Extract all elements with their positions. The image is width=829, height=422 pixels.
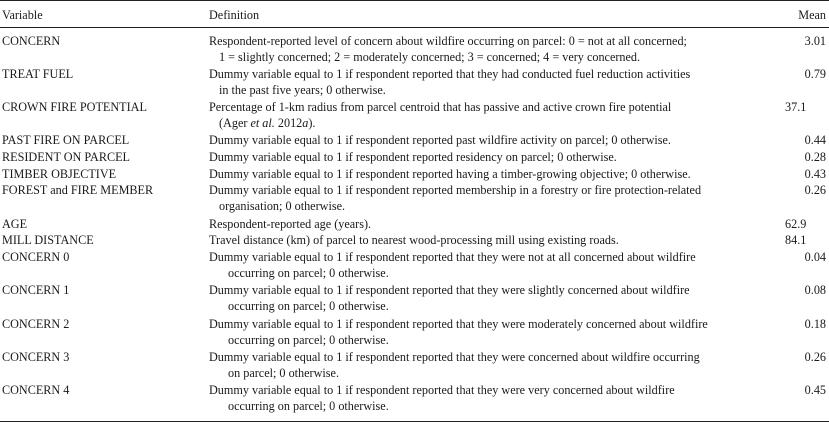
row-mean: 0.26 — [804, 183, 826, 197]
table-header-rule — [0, 27, 829, 28]
row-mean: 0.28 — [804, 150, 826, 164]
row-definition: Dummy variable equal to 1 if respondent reported having a timber-growing objective; 0 otherwise. — [209, 167, 691, 181]
row-variable: CROWN FIRE POTENTIAL — [2, 100, 147, 114]
row-definition: Percentage of 1-km radius from parcel centroid that has passive and active crown fire potential (Ager et al. 2012a). — [209, 100, 672, 130]
row-variable: CONCERN 2 — [2, 317, 70, 331]
row-definition: Dummy variable equal to 1 if respondent reported residency on parcel; 0 otherwise. — [209, 150, 617, 164]
row-definition: Dummy variable equal to 1 if respondent reported that they were not at all concerned about wildfire occurring on parcel; 0 otherwise. — [209, 250, 696, 280]
row-mean: 0.45 — [804, 383, 826, 397]
row-mean: 0.18 — [804, 317, 826, 331]
row-variable: CONCERN 1 — [2, 283, 70, 297]
row-variable: CONCERN 4 — [2, 383, 70, 397]
row-mean: 0.44 — [804, 133, 826, 147]
row-mean: 0.79 — [804, 67, 826, 81]
row-definition: Dummy variable equal to 1 if respondent reported that they were moderately concerned about wildfire occurring on parcel; 0 otherwise. — [209, 317, 708, 347]
row-variable: FOREST and FIRE MEMBER — [2, 183, 154, 197]
row-mean: 3.01 — [804, 34, 826, 48]
row-mean: 84.1 — [785, 233, 807, 247]
row-definition: Respondent-reported age (years). — [209, 217, 372, 231]
table-top-rule — [0, 0, 829, 1]
row-mean: 0.04 — [804, 250, 826, 264]
header-mean: Mean — [798, 8, 826, 22]
row-definition: Dummy variable equal to 1 if respondent reported that they were very concerned about wildfire occurring on parcel; 0 otherwise. — [209, 383, 675, 413]
row-definition: Dummy variable equal to 1 if respondent reported that they were slightly concerned about wildfire occurring on parcel; 0 otherwise. — [209, 283, 690, 313]
row-variable: TIMBER OBJECTIVE — [2, 167, 117, 181]
row-mean: 0.43 — [804, 167, 826, 181]
row-mean: 0.26 — [804, 350, 826, 364]
row-definition: Dummy variable equal to 1 if respondent reported membership in a forestry or fire protection-related organisation; 0 otherwise. — [209, 183, 702, 213]
table-header — [0, 7, 829, 23]
header-definition: Definition — [209, 8, 260, 22]
row-variable: TREAT FUEL — [2, 67, 74, 81]
row-mean: 62.9 — [785, 217, 807, 231]
row-variable: CONCERN — [2, 34, 61, 48]
row-variable: MILL DISTANCE — [2, 233, 94, 247]
row-variable: AGE — [2, 217, 28, 231]
row-variable: PAST FIRE ON PARCEL — [2, 133, 130, 147]
row-mean: 37.1 — [785, 100, 807, 114]
row-mean: 0.08 — [804, 283, 826, 297]
row-variable: CONCERN 0 — [2, 250, 70, 264]
header-variable: Variable — [2, 8, 43, 22]
row-definition: Travel distance (km) of parcel to nearest wood-processing mill using existing roads. — [209, 233, 619, 247]
row-definition: Respondent-reported level of concern about wildfire occurring on parcel: 0 = not at all concerned; 1 = slightly concerned; 2 = moderately concerned; 3 = concerned; 4 = very concerned. — [209, 34, 687, 64]
row-definition: Dummy variable equal to 1 if respondent reported past wildfire activity on parcel; 0 otherwise. — [209, 133, 671, 147]
row-variable: RESIDENT ON PARCEL — [2, 150, 130, 164]
row-definition: Dummy variable equal to 1 if respondent reported that they were concerned about wildfire occurring on parcel; 0 otherwise. — [209, 350, 700, 380]
row-variable: CONCERN 3 — [2, 350, 70, 364]
row-definition: Dummy variable equal to 1 if respondent reported that they had conducted fuel reduction activities in the past five years; 0 otherwise. — [209, 67, 691, 97]
citation: (Ager et al. 2012a). — [219, 116, 316, 130]
